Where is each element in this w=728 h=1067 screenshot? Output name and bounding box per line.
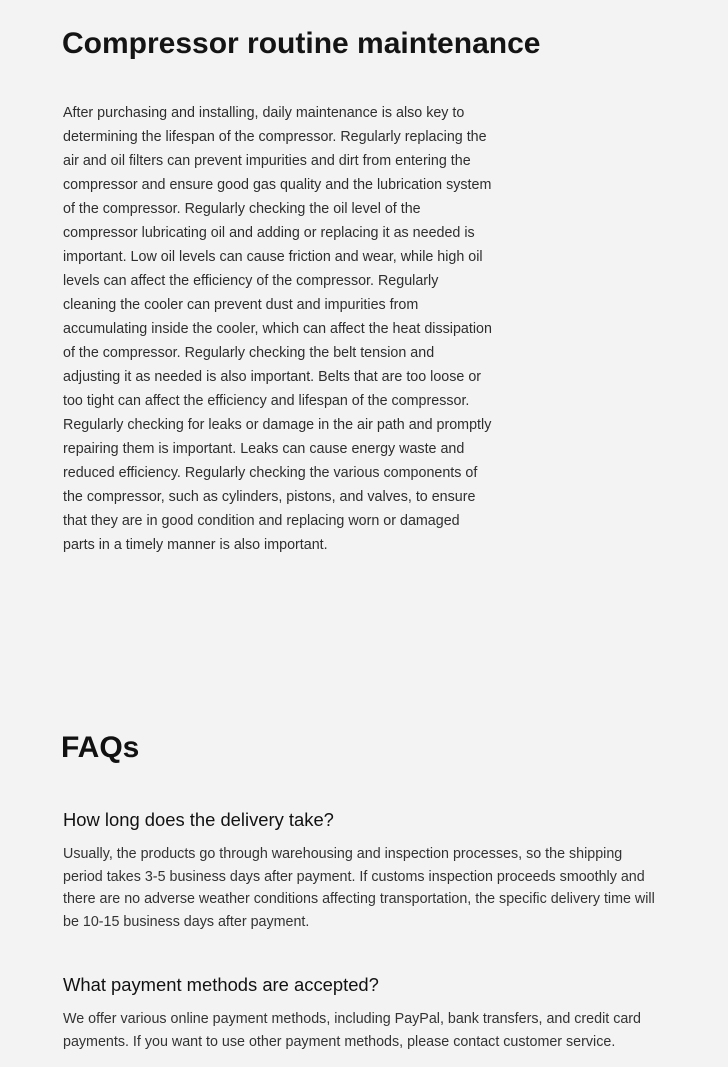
faq-question: What payment methods are accepted? [63, 974, 379, 995]
maintenance-body-text: After purchasing and installing, daily maintenance is also key to determining the lifespan of the compressor. Regularly replacing the air and oil filters can prevent impurities and dirt from entering the compressor and ensure good gas quality and the lubrication system of the compressor. Regularly checking the oil level of the compressor lubricating oil and adding or replacing it as needed is important. Low oil levels can cause friction and wear, while high oil levels can affect the efficiency of the compressor. Regularly cleaning the cooler can prevent dust and impurities from accumulating inside the cooler, which can affect the heat dissipation of the compressor. Regularly checking the belt tension and adjusting it as needed is also important. Belts that are too loose or too tight can affect the efficiency and lifespan of the compressor. Regularly checking for leaks or damage in the air path and promptly repairing them is important. Leaks can cause energy waste and reduced efficiency. Regularly checking the various components of the compressor, such as cylinders, pistons, and valves, to ensure that they are in good condition and replacing worn or damaged parts in a timely manner is also important. [63, 105, 492, 553]
maintenance-title: Compressor routine maintenance [62, 27, 541, 60]
faq-title: FAQs [61, 731, 140, 764]
faq-answer: We offer various online payment methods, including PayPal, bank transfers, and credit card payments. If you want to use other payment methods, please contact customer service. [63, 1011, 642, 1050]
faq-answer: Usually, the products go through warehousing and inspection processes, so the shipping period takes 3-5 business days after payment. If customs inspection proceeds smoothly and there are no adverse weather conditions affecting transportation, the specific delivery time will be 10-15 business days after payment. [63, 846, 655, 930]
faq-question: How long does the delivery take? [63, 809, 334, 830]
